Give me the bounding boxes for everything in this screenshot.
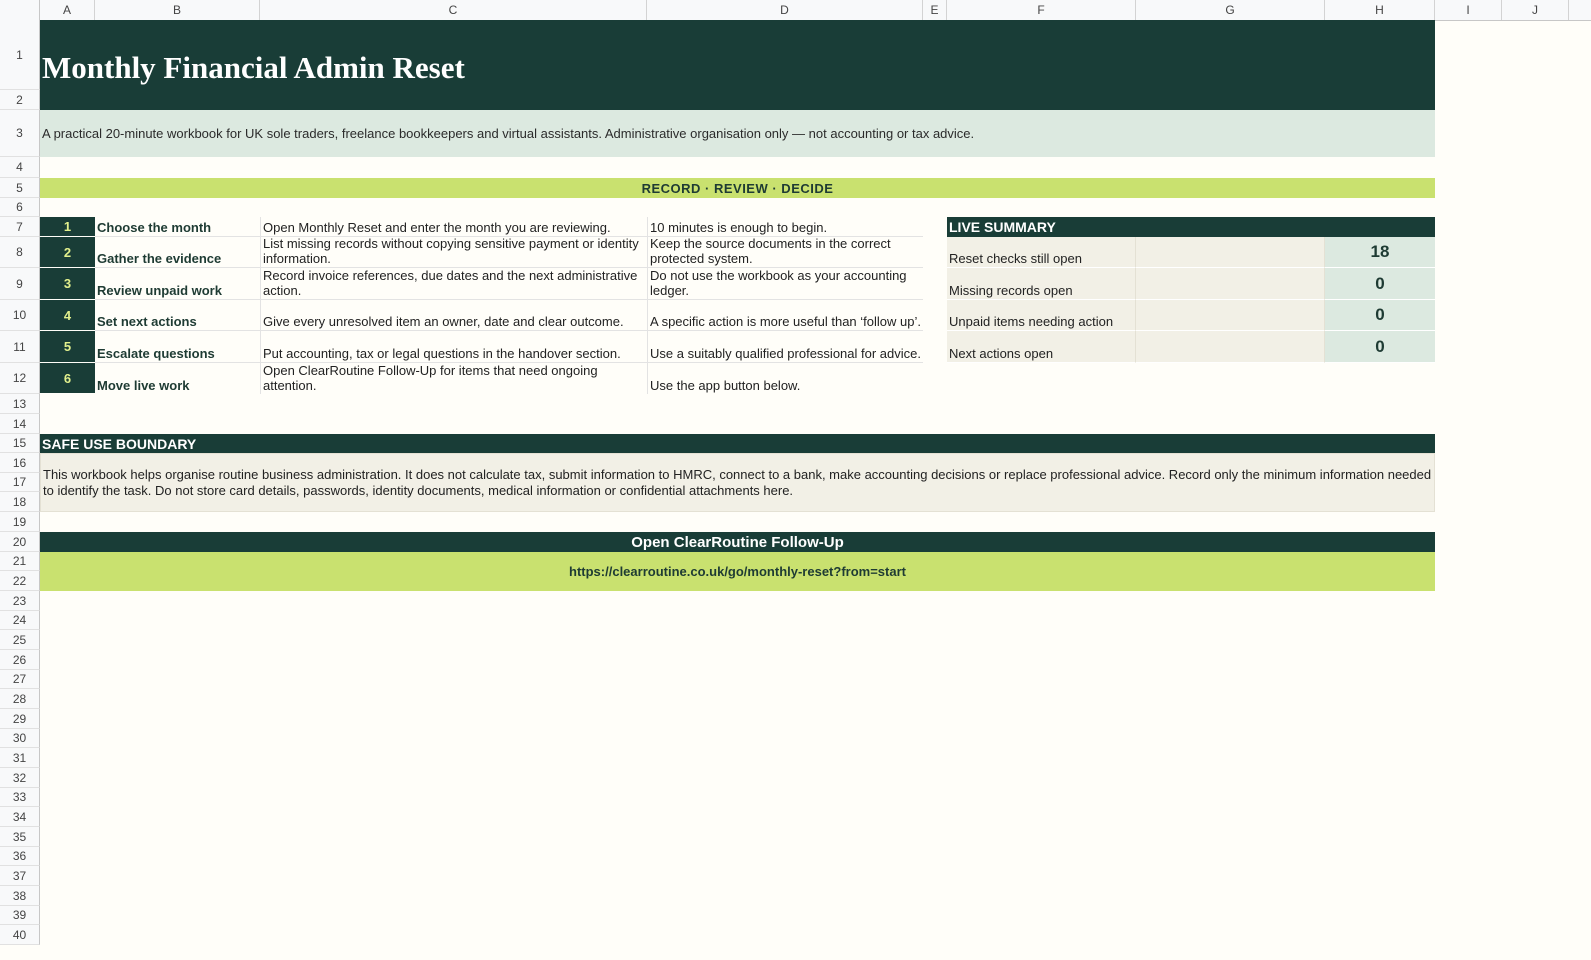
step-number[interactable]: 4 xyxy=(40,300,95,331)
step-note[interactable]: A specific action is more useful than ‘follow up’. xyxy=(647,300,923,331)
summary-value[interactable]: 0 xyxy=(1325,331,1435,363)
row-header-2[interactable]: 2 xyxy=(0,90,40,110)
sheet-title[interactable]: Monthly Financial Admin Reset xyxy=(42,50,465,85)
summary-blank-cell[interactable] xyxy=(1136,237,1325,268)
row-header-15[interactable]: 15 xyxy=(0,434,40,453)
step-description[interactable]: Open Monthly Reset and enter the month you are reviewing. xyxy=(260,217,647,237)
step-title[interactable]: Gather the evidence xyxy=(95,237,260,268)
step-note[interactable]: Keep the source documents in the correct protected system. xyxy=(647,237,923,268)
row-header-29[interactable]: 29 xyxy=(0,709,40,729)
subtitle-cell[interactable]: A practical 20-minute workbook for UK sole traders, freelance bookkeepers and virtual assistants. Administrative organisation only — not accounting or tax advice. xyxy=(40,110,1435,157)
column-header-c[interactable]: C xyxy=(260,0,647,20)
column-header-g[interactable]: G xyxy=(1136,0,1325,20)
step-description[interactable]: Open ClearRoutine Follow-Up for items that need ongoing attention. xyxy=(260,363,647,394)
step-number[interactable]: 2 xyxy=(40,237,95,268)
row-header-19[interactable]: 19 xyxy=(0,512,40,532)
summary-value[interactable]: 18 xyxy=(1325,237,1435,268)
row-header-32[interactable]: 32 xyxy=(0,768,40,788)
row-header-11[interactable]: 11 xyxy=(0,331,40,363)
column-header-a[interactable]: A xyxy=(40,0,95,20)
summary-label[interactable]: Next actions open xyxy=(947,331,1136,363)
step-note[interactable]: Use a suitably qualified professional for advice. xyxy=(647,331,923,363)
row-header-6[interactable]: 6 xyxy=(0,198,40,217)
step-note[interactable]: Do not use the workbook as your accounting ledger. xyxy=(647,268,923,300)
step-title[interactable]: Choose the month xyxy=(95,217,260,237)
row-header-5[interactable]: 5 xyxy=(0,178,40,198)
column-header-d[interactable]: D xyxy=(647,0,923,20)
title-band xyxy=(40,20,1435,110)
row-header-16[interactable]: 16 xyxy=(0,453,40,473)
step-note[interactable]: Use the app button below. xyxy=(647,363,923,394)
summary-label[interactable]: Reset checks still open xyxy=(947,237,1136,268)
summary-label[interactable]: Missing records open xyxy=(947,268,1136,300)
select-all-corner[interactable] xyxy=(0,0,40,20)
step-title[interactable]: Review unpaid work xyxy=(95,268,260,300)
row-header-10[interactable]: 10 xyxy=(0,300,40,331)
column-header-j[interactable]: J xyxy=(1502,0,1569,20)
open-followup-button[interactable]: Open ClearRoutine Follow-Up xyxy=(40,532,1435,552)
column-header-b[interactable]: B xyxy=(95,0,260,20)
row-header-7[interactable]: 7 xyxy=(0,217,40,237)
row-header-17[interactable]: 17 xyxy=(0,473,40,492)
summary-label[interactable]: Unpaid items needing action xyxy=(947,300,1136,331)
step-note[interactable]: 10 minutes is enough to begin. xyxy=(647,217,923,237)
row-header-22[interactable]: 22 xyxy=(0,571,40,591)
row-header-26[interactable]: 26 xyxy=(0,650,40,670)
step-number[interactable]: 3 xyxy=(40,268,95,300)
step-number[interactable]: 5 xyxy=(40,331,95,363)
summary-blank-cell[interactable] xyxy=(1136,268,1325,300)
row-header-40[interactable]: 40 xyxy=(0,925,40,945)
step-description[interactable]: Give every unresolved item an owner, date and clear outcome. xyxy=(260,300,647,331)
row-header-14[interactable]: 14 xyxy=(0,414,40,434)
column-header-f[interactable]: F xyxy=(947,0,1136,20)
row-header-3[interactable]: 3 xyxy=(0,110,40,157)
row-header-36[interactable]: 36 xyxy=(0,847,40,866)
row-header-37[interactable]: 37 xyxy=(0,866,40,886)
step-description[interactable]: List missing records without copying sensitive payment or identity information. xyxy=(260,237,647,268)
step-title[interactable]: Move live work xyxy=(97,378,190,393)
row-header-39[interactable]: 39 xyxy=(0,906,40,925)
step-description[interactable]: Record invoice references, due dates and the next administrative action. xyxy=(260,268,647,300)
summary-value[interactable]: 0 xyxy=(1325,268,1435,300)
row-header-24[interactable]: 24 xyxy=(0,611,40,630)
row-header-33[interactable]: 33 xyxy=(0,788,40,807)
row-header-12[interactable]: 12 xyxy=(0,363,40,394)
row-header-30[interactable]: 30 xyxy=(0,729,40,748)
row-header-21[interactable]: 21 xyxy=(0,552,40,571)
step-title[interactable]: Escalate questions xyxy=(95,331,260,363)
row-header-8[interactable]: 8 xyxy=(0,237,40,268)
row-header-1[interactable]: 1 xyxy=(0,20,40,90)
step-number[interactable]: 6 xyxy=(40,363,95,394)
row-header-4[interactable]: 4 xyxy=(0,157,40,178)
followup-link[interactable]: https://clearroutine.co.uk/go/monthly-reset?from=start xyxy=(40,552,1435,591)
row-header-38[interactable]: 38 xyxy=(0,886,40,906)
row-header-25[interactable]: 25 xyxy=(0,630,40,650)
row-header-35[interactable]: 35 xyxy=(0,827,40,847)
safe-use-header[interactable]: SAFE USE BOUNDARY xyxy=(40,434,1435,453)
summary-blank-cell[interactable] xyxy=(1136,300,1325,331)
row-header-9[interactable]: 9 xyxy=(0,268,40,300)
row-header-18[interactable]: 18 xyxy=(0,492,40,512)
column-header-bar xyxy=(0,0,1591,21)
live-summary-header[interactable]: LIVE SUMMARY xyxy=(947,217,1435,237)
row-header-27[interactable]: 27 xyxy=(0,670,40,689)
row-header-31[interactable]: 31 xyxy=(0,748,40,768)
row-header-20[interactable]: 20 xyxy=(0,532,40,552)
tagline-cell[interactable]: RECORD · REVIEW · DECIDE xyxy=(40,178,1435,198)
step-description[interactable]: Put accounting, tax or legal questions in the handover section. xyxy=(260,331,647,363)
row-header-34[interactable]: 34 xyxy=(0,807,40,827)
row-header-28[interactable]: 28 xyxy=(0,689,40,709)
step-title[interactable]: Set next actions xyxy=(95,300,260,331)
summary-blank-cell[interactable] xyxy=(1136,331,1325,363)
step-number[interactable]: 1 xyxy=(40,217,95,237)
column-header-e[interactable]: E xyxy=(923,0,947,20)
safe-use-text[interactable]: This workbook helps organise routine business administration. It does not calculate tax, submit information to HMRC, connect to a bank, make accounting decisions or replace professional advice. Record only the minimum information needed to identify the task. Do not store card details, passwords, identity documents, medical information or confidential attachments here. xyxy=(40,453,1435,512)
column-header-i[interactable]: I xyxy=(1435,0,1502,20)
row-header-13[interactable]: 13 xyxy=(0,394,40,414)
row-header-23[interactable]: 23 xyxy=(0,591,40,611)
summary-value[interactable]: 0 xyxy=(1325,300,1435,331)
column-header-h[interactable]: H xyxy=(1325,0,1435,20)
